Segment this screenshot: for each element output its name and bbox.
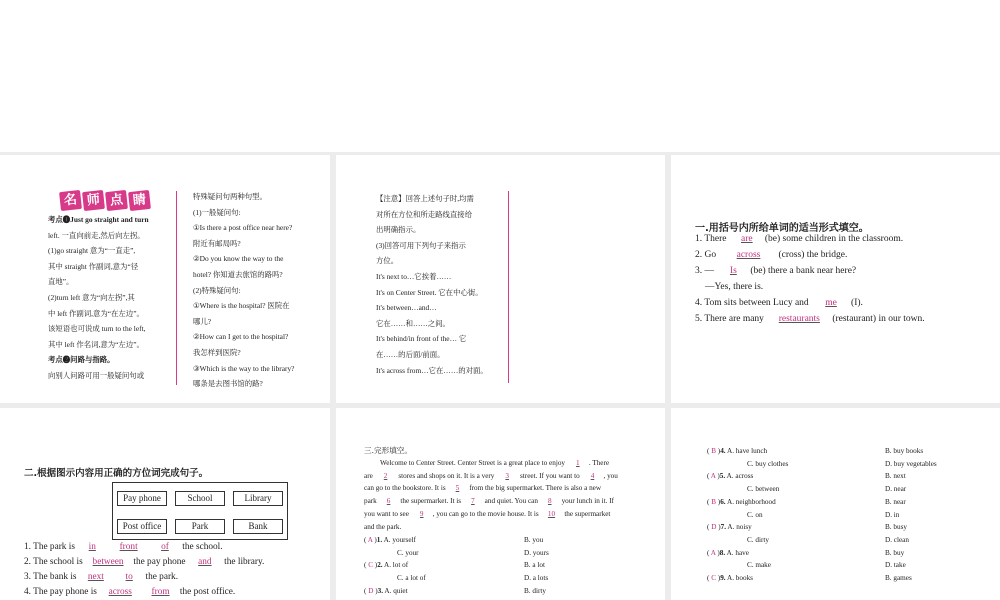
option-row — [707, 496, 997, 509]
selected-answer[interactable]: D — [368, 586, 374, 595]
library-label: Library — [233, 491, 283, 506]
selected-answer[interactable]: D — [711, 523, 717, 532]
option-row — [707, 534, 997, 547]
text-line: 方位。 — [376, 256, 399, 266]
blank-slide-area — [0, 0, 1000, 152]
answer-blank[interactable]: of — [161, 542, 169, 552]
option-b[interactable]: B. buy books — [885, 447, 924, 455]
text-line: 该短语也可说成 turn to the left, — [48, 324, 146, 334]
text-line: (1)一般疑问句: — [193, 207, 241, 217]
text-line: 特殊疑问句两种句型。 — [193, 192, 267, 201]
question-number: 2. — [377, 561, 383, 570]
item-mid: the pay phone — [131, 557, 188, 567]
passage-line — [364, 457, 650, 470]
option-row — [707, 509, 997, 522]
heading-text: 一.用括号内所给单词的适当形式填空。 — [695, 223, 869, 234]
passage-text: are — [364, 471, 373, 480]
divider-line — [176, 191, 177, 385]
item-number: 4. — [695, 298, 703, 308]
text-line: It's across from…它在……的对面。 — [376, 365, 488, 375]
grid-cell — [171, 483, 229, 511]
grid-cell — [113, 483, 171, 511]
text-line: It's next to…它挨着…… — [376, 271, 452, 281]
text-line: (3)回答可用下列句子来指示 — [376, 240, 466, 250]
exercise-item — [24, 585, 264, 600]
option-cell: ( A )5. A. across — [707, 472, 754, 481]
slide-exercise-2[interactable] — [0, 408, 330, 600]
slide-tips-2[interactable] — [336, 155, 665, 403]
option-c[interactable]: C. dirty — [747, 535, 769, 544]
answer-blank[interactable]: in — [88, 542, 96, 552]
text-line: 向别人问路可用一般疑问句或 — [48, 370, 145, 380]
option-d[interactable]: D. take — [885, 561, 906, 570]
question-number: 3. — [377, 586, 383, 595]
text-line: 它在……和……之间。 — [376, 318, 450, 328]
option-b[interactable]: B. next — [885, 472, 906, 481]
option-c[interactable]: C. buy clothes — [747, 459, 789, 468]
option-row — [364, 559, 654, 572]
passage-text: and quiet. You can — [484, 497, 538, 506]
exercise-item — [24, 555, 264, 570]
text-line: (1)go straight 意为“一直走”, — [48, 246, 136, 256]
option-a[interactable]: A. noisy — [727, 523, 752, 532]
selected-answer[interactable]: A — [367, 536, 373, 544]
cloze-blank[interactable]: 4 — [590, 471, 595, 480]
option-cell: ( D )7. A. noisy — [707, 523, 752, 532]
text-line: (2)特殊疑问句: — [193, 285, 241, 295]
option-c[interactable]: C. a lot of — [397, 574, 426, 583]
item-post: the library. — [221, 557, 265, 567]
tips-left-column — [48, 212, 149, 384]
exercise-item — [695, 295, 925, 311]
exercise-item — [24, 540, 264, 555]
item-number: 4. — [24, 587, 31, 597]
exercise-item — [24, 570, 264, 585]
text-line: It's on Center Street. 它在中心街。 — [376, 287, 483, 297]
text-line: 中 left 作副词,意为“在左边”。 — [48, 308, 144, 318]
selected-answer[interactable]: B — [711, 447, 716, 455]
selected-answer[interactable]: C — [711, 574, 716, 583]
option-row — [707, 458, 997, 471]
text-line: ②Do you know the way to the — [193, 254, 284, 264]
text-line: 对所在方位和所走路线直接给 — [376, 209, 473, 219]
item-pre: There — [702, 234, 729, 244]
option-cell: ( B )4. A. have lunch — [707, 447, 768, 455]
passage-text: you want to see — [364, 509, 409, 518]
slide-cloze-1[interactable] — [336, 408, 665, 600]
text-line: 附近有邮局吗? — [193, 238, 241, 248]
option-row — [707, 470, 997, 483]
item-pre: The pay phone is — [30, 587, 100, 597]
answer-blank[interactable]: front — [119, 542, 138, 552]
option-d[interactable]: D. buy vegetables — [885, 459, 937, 468]
option-b[interactable]: B. dirty — [524, 586, 546, 595]
item-number: 2. — [24, 557, 31, 567]
text-line: 直地”。 — [48, 277, 74, 287]
exercise-list — [695, 231, 925, 327]
tips-note-column — [376, 191, 488, 378]
text-line: (2)turn left 意为“向左拐”,其 — [48, 292, 135, 302]
slide-cloze-2[interactable] — [671, 408, 1000, 600]
post-office-label: Post office — [117, 519, 167, 534]
option-a[interactable]: A. yourself — [383, 536, 416, 544]
option-a[interactable]: A. neighborhood — [727, 497, 776, 506]
passage-text: stores and shops on it. It is a very — [398, 471, 495, 480]
option-d[interactable]: D. yours — [524, 548, 549, 557]
exercise-item — [695, 279, 925, 295]
exercise-heading: 二.根据图示内容用正确的方位词完成句子。 — [24, 468, 209, 479]
passage-line — [364, 508, 650, 521]
text-line: 在……的后面/前面。 — [376, 349, 445, 359]
cloze-blank[interactable]: 6 — [386, 497, 391, 506]
option-d[interactable]: D. a lots — [524, 574, 549, 583]
option-row — [707, 445, 997, 458]
item-pre: Tom sits between Lucy and — [702, 298, 812, 308]
cloze-blank[interactable]: 1 — [576, 459, 580, 467]
text-line: left. 一直向前走,然后向左拐。 — [48, 230, 145, 240]
answer-blank[interactable]: across — [736, 250, 761, 260]
answer-blank[interactable]: me — [825, 298, 837, 308]
option-d[interactable]: D. in — [885, 510, 900, 519]
item-pre: — — [702, 266, 717, 276]
selected-answer[interactable]: A — [710, 472, 716, 481]
answer-blank[interactable]: restaurants — [778, 314, 820, 324]
item-post: the park. — [143, 572, 179, 582]
school-label: School — [175, 491, 225, 506]
cloze-blank[interactable]: 3 — [505, 471, 509, 480]
option-c[interactable]: C. on — [747, 510, 763, 519]
option-b[interactable]: B. games — [885, 574, 912, 583]
option-row — [707, 559, 997, 572]
cloze-blank[interactable]: 2 — [383, 471, 388, 480]
item-post: (I). — [851, 298, 863, 308]
exercise-item — [695, 247, 925, 263]
banner-char: 睛 — [128, 190, 151, 211]
option-row — [364, 534, 654, 547]
divider-line — [508, 191, 509, 383]
option-c[interactable]: C. your — [397, 548, 419, 557]
exercise-list — [24, 540, 264, 600]
banner-char: 师 — [82, 190, 105, 211]
text-line: 哪儿? — [193, 316, 212, 326]
cloze-options — [707, 445, 997, 585]
item-number: 5. — [695, 314, 703, 324]
passage-text: the supermarket — [564, 509, 611, 518]
item-number: 2. — [695, 250, 703, 260]
option-cell: ( C )9. A. books — [707, 574, 753, 583]
item-number: 3. — [695, 266, 703, 276]
option-row — [364, 585, 654, 598]
option-cell: ( A )1. A. yourself — [364, 536, 416, 544]
item-pre: The school is — [30, 557, 86, 567]
passage-line — [364, 482, 650, 495]
text-line: ①Where is the hospital? 医院在 — [193, 301, 290, 311]
cloze-blank[interactable]: 10 — [547, 509, 556, 518]
answer-blank[interactable]: next — [87, 572, 104, 582]
text-line: 其中 straight 作副词,意为“径 — [48, 261, 139, 271]
banner-char: 点 — [105, 190, 128, 211]
question-number: 6. — [720, 497, 726, 506]
text-line: It's between…and… — [376, 303, 437, 313]
option-c[interactable]: C. between — [747, 485, 780, 494]
selected-answer[interactable]: B — [711, 497, 716, 506]
tips-banner — [60, 191, 150, 210]
option-a[interactable]: A. have — [726, 548, 749, 557]
option-cell: ( C )2. A. lot of — [364, 561, 409, 570]
passage-text: from the big supermarket. There is also a new — [469, 484, 602, 493]
option-a[interactable]: A. across — [726, 472, 754, 481]
option-cell: ( B )6. A. neighborhood — [707, 497, 776, 506]
option-c[interactable]: C. make — [747, 561, 771, 570]
answer-blank[interactable]: are — [741, 234, 753, 244]
text-line: 【注意】回答上述句子时,均需 — [376, 194, 474, 203]
cloze-heading: 三.完形填空。 — [364, 446, 412, 455]
option-cell: ( D )3. A. quiet — [364, 586, 408, 595]
option-b[interactable]: B. near — [885, 497, 906, 506]
option-a[interactable]: A. lot of — [384, 561, 409, 570]
cloze-options — [364, 534, 654, 598]
passage-text: your lunch in it. If — [561, 497, 615, 506]
text-line: ①Is there a post office near here? — [193, 223, 293, 233]
grid-cell — [171, 511, 229, 539]
option-row — [707, 572, 997, 585]
passage-line — [364, 521, 650, 534]
option-b[interactable]: B. a lot — [524, 561, 545, 570]
item-post: (be) there a bank near here? — [750, 266, 857, 276]
option-row — [364, 572, 654, 585]
answer-blank[interactable]: from — [151, 587, 170, 597]
passage-text: park — [364, 497, 377, 506]
text-line: 考点❷问路与指路。 — [48, 355, 115, 365]
cloze-blank[interactable]: 5 — [455, 484, 460, 493]
option-d[interactable]: D. clean — [885, 535, 909, 544]
text-line: ③Which is the way to the library? — [193, 363, 295, 373]
item-post: the school. — [179, 542, 223, 552]
text-line: 我怎样到医院? — [193, 347, 241, 357]
passage-text: . There — [588, 459, 610, 467]
slide-tips-1[interactable] — [0, 155, 330, 403]
grid-cell — [229, 511, 287, 539]
exercise-item — [695, 311, 925, 327]
passage-text: the supermarket. It is — [400, 497, 462, 506]
selected-answer[interactable]: A — [710, 548, 716, 557]
question-number: 9. — [720, 574, 726, 583]
question-number: 5. — [719, 472, 726, 481]
passage-text: can go to the bookstore. It is — [364, 484, 446, 493]
item-number: 3. — [24, 572, 31, 582]
item-post: (restaurant) in our town. — [832, 314, 925, 324]
cloze-blank[interactable]: 8 — [547, 497, 552, 506]
text-line: 其中 left 作名词,意为“左边”。 — [48, 339, 144, 349]
slide-exercise-1[interactable] — [671, 155, 1000, 403]
passage-text: street. If you want to — [520, 471, 580, 480]
item-post: the post office. — [177, 587, 236, 597]
option-b[interactable]: B. buy — [885, 548, 905, 557]
question-number: 4. — [720, 447, 726, 455]
option-d[interactable]: D. near — [885, 485, 907, 494]
passage-text: , you can go to the movie house. It is — [432, 509, 539, 518]
grid-cell — [229, 483, 287, 511]
exercise-item — [695, 231, 925, 247]
answer-blank[interactable]: between — [92, 557, 124, 567]
option-a[interactable]: A. quiet — [384, 586, 408, 595]
cloze-blank[interactable]: 9 — [419, 509, 424, 518]
location-grid — [112, 482, 288, 540]
passage-text: , you — [603, 471, 618, 480]
cloze-passage — [364, 457, 650, 533]
question-number: 7. — [720, 523, 726, 532]
cloze-blank[interactable]: 7 — [471, 497, 475, 506]
item-pre: Go — [702, 250, 719, 260]
text-line: hotel? 你知道去旅馆的路吗? — [193, 269, 283, 279]
bank-label: Bank — [233, 519, 283, 534]
item-number: 1. — [695, 234, 703, 244]
banner-char: 名 — [59, 190, 82, 211]
item-post: (cross) the bridge. — [778, 250, 848, 260]
answer-blank[interactable]: across — [108, 587, 132, 597]
passage-line — [364, 495, 650, 508]
option-row — [707, 547, 997, 560]
passage-text: Welcome to Center Street. Center Street is a great place to enjoy — [380, 459, 566, 467]
answer-blank[interactable]: and — [198, 557, 212, 567]
option-b[interactable]: B. busy — [885, 523, 907, 532]
item-pre: —Yes, there is. — [705, 282, 764, 292]
tips-right-column — [193, 189, 294, 392]
answer-blank[interactable]: Is — [729, 266, 737, 276]
grid-cell — [113, 511, 171, 539]
exercise-item — [695, 263, 925, 279]
item-pre: There are many — [702, 314, 767, 324]
item-number: 1. — [24, 542, 31, 552]
passage-line — [364, 470, 650, 483]
option-a[interactable]: A. books — [727, 574, 753, 583]
text-line: It's behind/in front of the… 它 — [376, 334, 467, 344]
option-row — [707, 521, 997, 534]
option-row — [364, 547, 654, 560]
item-pre: The bank is — [30, 572, 79, 582]
answer-blank[interactable]: to — [125, 572, 133, 582]
passage-text: and the park. — [364, 522, 402, 531]
option-b[interactable]: B. you — [524, 536, 544, 544]
pay-phone-label: Pay phone — [117, 491, 167, 506]
item-post: (be) some children in the classroom. — [764, 234, 904, 244]
option-row — [707, 483, 997, 496]
park-label: Park — [175, 519, 225, 534]
option-cell: ( A )8. A. have — [707, 548, 749, 557]
text-line: 哪条是去图书馆的路? — [193, 379, 263, 389]
question-number: 8. — [719, 548, 726, 557]
option-a[interactable]: A. have lunch — [727, 447, 768, 455]
item-pre: The park is — [30, 542, 78, 552]
text-line: 出明确指示。 — [376, 225, 421, 235]
question-number: 1. — [376, 536, 383, 544]
selected-answer[interactable]: C — [368, 561, 373, 570]
text-line: 考点❶Just go straight and turn — [48, 215, 149, 224]
text-line: ②How can I get to the hospital? — [193, 332, 289, 342]
